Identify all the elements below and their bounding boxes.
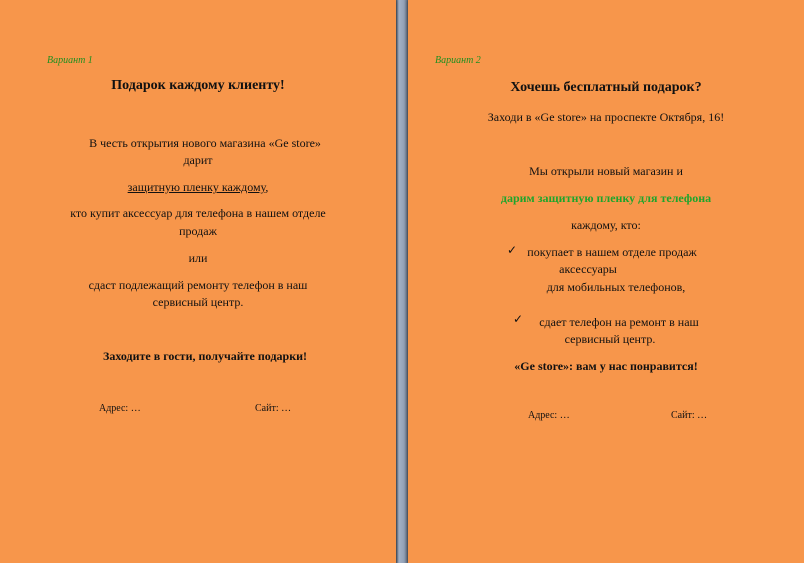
slogan: «Ge store»: вам у нас понравится! <box>514 359 698 373</box>
checkmark-icon: ✓ <box>507 243 518 257</box>
text-line: Мы открыли новый магазин и <box>529 164 683 178</box>
bullet-line: покупает в нашем отделе продаж <box>527 245 697 259</box>
bullet-line: сервисный центр. <box>564 332 656 346</box>
site: Сайт: … <box>671 410 708 421</box>
document-page-1 <box>0 0 396 563</box>
checkmark-icon: ✓ <box>513 312 524 326</box>
bullet-line: аксессуары <box>559 262 617 276</box>
page-title: Подарок каждому клиенту! <box>111 78 285 93</box>
text-line: дарит <box>183 153 213 167</box>
site: Сайт: … <box>255 403 292 414</box>
text-line: В честь открытия нового магазина «Ge store» <box>89 136 321 150</box>
text-line: продаж <box>179 224 217 238</box>
variant-label: Вариант 1 <box>47 55 93 66</box>
comma: , <box>265 180 269 194</box>
underlined-phrase: защитную пленку каждому <box>127 180 266 194</box>
page-title: Хочешь бесплатный подарок? <box>510 80 702 95</box>
subtitle: Заходи в «Ge store» на проспекте Октября, 16! <box>487 110 725 124</box>
document-page-2 <box>408 0 804 563</box>
address: Адрес: … <box>99 403 141 414</box>
text-line: или <box>188 251 208 265</box>
page-gap <box>396 0 408 563</box>
bullet-line: для мобильных телефонов, <box>546 280 686 294</box>
address: Адрес: … <box>528 410 570 421</box>
slogan: Заходите в гости, получайте подарки! <box>102 349 308 363</box>
text-line: сдаст подлежащий ремонту телефон в наш <box>88 278 308 292</box>
variant-label: Вариант 2 <box>435 55 481 66</box>
highlight-line: дарим защитную пленку для телефона <box>500 191 712 205</box>
text-line: сервисный центр. <box>152 295 244 309</box>
bullet-line: сдает телефон на ремонт в наш <box>539 315 699 329</box>
text-line: каждому, кто: <box>571 218 641 232</box>
text-line: кто купит аксессуар для телефона в нашем отделе <box>70 206 326 220</box>
text-line-underlined <box>0 180 396 194</box>
